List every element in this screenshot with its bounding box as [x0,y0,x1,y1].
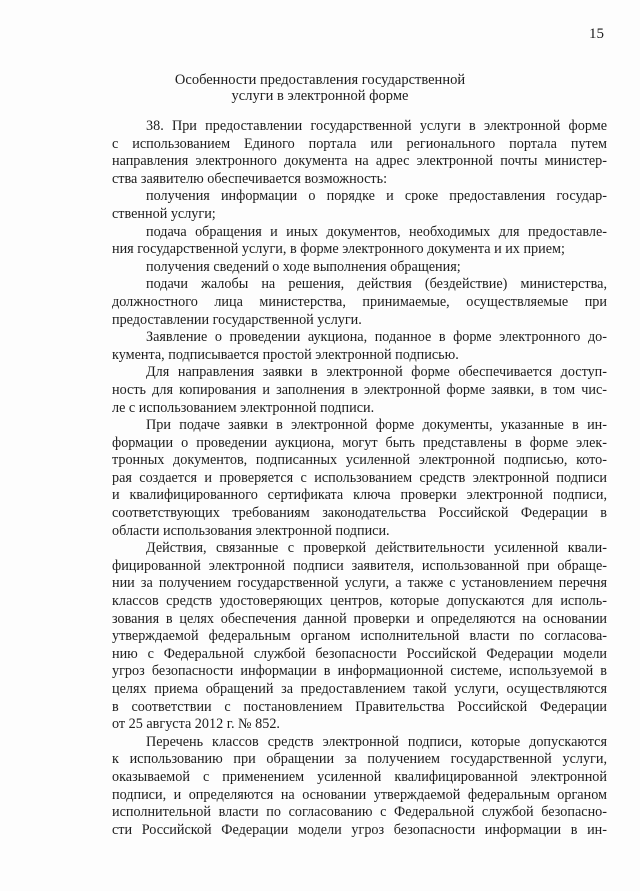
paragraph-line: фицированной электронной подписи заявителя, использованной при обраще- [112,557,607,574]
section-heading [150,72,490,104]
paragraph-line: подача обращения и иных документов, необходимых для предоставле- [146,223,607,240]
paragraph [112,540,607,734]
paragraph-line: сти Российской Федерации модели угроз безопасности информации в ин- [112,821,607,838]
paragraph-line: получения информации о порядке и сроке предоставления государ- [146,188,607,205]
paragraph-line: нии за получением государственной услуги, а также с установлением перечня [112,575,607,592]
paragraph-line: должностного лица министерства, принимаемые, осуществляемые при [112,293,607,310]
paragraph-line: зования в целях обеспечения данной проверки и определяются на основании [112,610,607,627]
paragraph [112,417,607,540]
paragraph-line: с использованием Единого портала или регионального портала путем [112,135,607,152]
paragraph-line: от 25 августа 2012 г. № 852. [112,716,280,733]
paragraph-line: подписи, и определяются на основании утверждаемой федеральным органом [112,786,607,803]
paragraph-line: получения сведений о ходе выполнения обращения; [146,258,461,275]
paragraph-line: подачи жалобы на решения, действия (бездействие) министерства, [146,276,607,293]
paragraph-line: Для направления заявки в электронной форме обеспечивается доступ- [146,364,607,381]
paragraph-line: к использованию при обращении за получением государственной услуги, [112,751,607,768]
section-heading-line: услуги в электронной форме [231,88,409,104]
paragraph-line: Действия, связанные с проверкой действительности усиленной квали- [146,540,607,557]
paragraph-line: угроз безопасности информации в информационной системе, используемой в [112,663,607,680]
paragraph-line: ства заявителю обеспечивается возможность: [112,170,388,187]
paragraph-line: Заявление о проведении аукциона, поданное в форме электронного до- [146,329,607,346]
paragraph-line: целях приема обращений за предоставлением такой услуги, осуществляются [112,681,607,697]
paragraph-line: классов средств удостоверяющих центров, которые допускаются для исполь- [112,593,607,610]
paragraph-line: оказываемой с применением усиленной квалифицированной электронной [112,768,607,785]
paragraph-line: ле с использованием электронной подписи. [112,399,375,416]
paragraph [112,259,607,277]
paragraph-line: Перечень классов средств электронной подписи, которые допускаются [146,733,607,750]
paragraph-line: тронных документов, подписанных усиленной электронной подписью, кото- [112,452,607,469]
paragraph-line: и квалифицированного сертификата ключа проверки электронной подписи, [112,487,607,504]
paragraph-line: исполнительной власти по согласованию с Федеральной службой безопасно- [112,804,607,821]
paragraph-line: соответствующих требованиям законодательства Российской Федерации в [112,505,607,522]
paragraph-line: нию с Федеральной службой безопасности Российской Федерации модели [112,645,607,662]
paragraph-line: При подаче заявки в электронной форме документы, указанные в ин- [146,417,607,434]
paragraph-line: предоставлении государственной услуги. [112,311,362,328]
paragraph-line: направления электронного документа на адрес электронной почты министер- [112,153,607,170]
paragraph-line: области использования электронной подписи. [112,522,390,539]
page-number: 15 [589,26,604,42]
paragraph [112,118,607,188]
paragraph [112,734,607,840]
paragraph-line: формации о проведении аукциона, могут быть представлены в форме элек- [112,434,607,451]
paragraph [112,276,607,329]
paragraph-line: ность для копирования и заполнения в электронной форме заявки, в том чис- [112,381,607,398]
paragraph-line: 38. При предоставлении государственной услуги в электронной форме [146,118,607,134]
paragraph-line: кумента, подписывается простой электронной подписью. [112,346,459,363]
paragraph [112,364,607,417]
body-text [112,118,607,839]
paragraph [112,188,607,223]
paragraph [112,329,607,364]
paragraph-line: ственной услуги; [112,205,216,222]
paragraph [112,224,607,259]
paragraph-line: рая создается и проверяется с использованием средств электронной подписи [112,469,607,486]
paragraph-line: ния государственной услуги, в форме электронного документа и их прием; [112,241,565,258]
paragraph-line: утверждаемой федеральным органом исполнительной власти по согласова- [112,628,607,645]
paragraph-line: в соответствии с постановлением Правительства Российской Федерации [112,698,607,715]
section-heading-line: Особенности предоставления государственной [174,72,466,88]
